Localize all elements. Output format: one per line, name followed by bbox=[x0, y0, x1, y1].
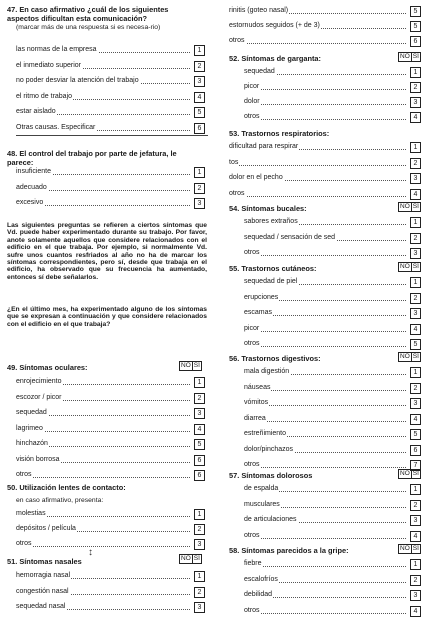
no-label: NO bbox=[181, 362, 191, 369]
option-row bbox=[244, 307, 414, 319]
answer-code-box[interactable]: 2 bbox=[194, 183, 205, 194]
no-si-header bbox=[398, 202, 421, 212]
option-label: otros bbox=[244, 606, 260, 614]
option-label: tos bbox=[229, 158, 239, 166]
answer-code-box[interactable]: 4 bbox=[194, 424, 205, 435]
cursor-icon: ↕ bbox=[88, 547, 93, 558]
option-label: otros bbox=[229, 37, 245, 44]
answer-code-box[interactable]: 6 bbox=[194, 455, 205, 466]
option-row bbox=[244, 413, 414, 425]
answer-code-box[interactable]: 2 bbox=[410, 293, 421, 304]
option-label: dolor bbox=[244, 98, 260, 105]
answer-code-box[interactable]: 1 bbox=[194, 377, 205, 388]
option-label: depósitos / película bbox=[16, 525, 76, 532]
option-row bbox=[244, 530, 414, 542]
option-row bbox=[229, 188, 409, 200]
dotted-leader bbox=[16, 546, 190, 547]
option-row bbox=[16, 523, 186, 535]
option-label: fiebre bbox=[244, 560, 262, 567]
dotted-leader bbox=[244, 566, 406, 567]
si-label: SÍ bbox=[193, 362, 200, 369]
option-row bbox=[244, 589, 414, 601]
answer-code-box[interactable]: 5 bbox=[410, 21, 421, 32]
option-label: enrojecimiento bbox=[16, 378, 62, 385]
answer-code-box[interactable]: 1 bbox=[194, 45, 205, 56]
option-label: el inmediato superior bbox=[16, 61, 81, 69]
q58-title: 58. Síntomas parecidos a la gripe: bbox=[229, 546, 349, 555]
option-label: Otras causas. Especificar bbox=[16, 123, 96, 131]
answer-code-box[interactable]: 2 bbox=[194, 61, 205, 72]
si-label: SÍ bbox=[412, 53, 419, 60]
option-label: hinchazón bbox=[16, 440, 48, 447]
option-label: debilidad bbox=[244, 591, 273, 598]
answer-code-box[interactable]: 2 bbox=[410, 82, 421, 93]
q47-title: 47. En caso afirmativo ¿cuál de los siguientes aspectos dificultan esta comunicación? bbox=[7, 5, 169, 23]
option-label: otros bbox=[244, 113, 260, 120]
option-label: otros bbox=[16, 540, 32, 547]
option-row bbox=[244, 96, 414, 108]
intro-question: ¿En el último mes, ha experimentado alguno de los síntomas que se expresan a continuación y que considere relacionados con el edificio en el que trabaja? bbox=[7, 306, 207, 328]
dotted-leader bbox=[244, 467, 406, 468]
option-row bbox=[244, 558, 414, 570]
answer-code-box[interactable]: 1 bbox=[410, 277, 421, 288]
option-label: rinitis (goteo nasal) bbox=[229, 7, 289, 14]
answer-code-box[interactable]: 1 bbox=[194, 571, 205, 582]
option-row bbox=[16, 407, 186, 419]
answer-code-box[interactable]: 3 bbox=[194, 539, 205, 550]
si-label: SÍ bbox=[412, 545, 419, 552]
no-si-header bbox=[398, 544, 421, 554]
no-si-header bbox=[398, 469, 421, 479]
answer-code-box[interactable]: 4 bbox=[410, 324, 421, 335]
answer-code-box[interactable]: 3 bbox=[410, 97, 421, 108]
option-row bbox=[244, 574, 414, 586]
q51-title: 51. Síntomas nasales bbox=[7, 557, 82, 566]
option-label: de espalda bbox=[244, 485, 279, 492]
answer-code-box[interactable]: 1 bbox=[410, 67, 421, 78]
answer-code-box[interactable]: 1 bbox=[194, 167, 205, 178]
option-row bbox=[229, 5, 409, 17]
answer-code-box[interactable]: 3 bbox=[410, 398, 421, 409]
answer-code-box[interactable]: 3 bbox=[410, 308, 421, 319]
option-label: vómitos bbox=[244, 399, 269, 406]
no-si-header bbox=[398, 52, 421, 62]
answer-code-box[interactable]: 6 bbox=[194, 123, 205, 134]
answer-code-box[interactable]: 2 bbox=[410, 500, 421, 511]
answer-code-box[interactable]: 6 bbox=[194, 470, 205, 481]
dotted-leader bbox=[244, 331, 406, 332]
option-row bbox=[229, 172, 409, 184]
q50-sub: en caso afirmativo, presenta: bbox=[16, 497, 104, 504]
answer-code-box[interactable]: 6 bbox=[410, 445, 421, 456]
si-label: SÍ bbox=[412, 353, 419, 360]
option-row bbox=[16, 423, 186, 435]
si-label: SÍ bbox=[412, 470, 419, 477]
answer-code-box[interactable]: 4 bbox=[410, 414, 421, 425]
option-row bbox=[16, 166, 186, 178]
q55-title: 55. Trastornos cutáneos: bbox=[229, 264, 317, 273]
option-row bbox=[16, 197, 186, 209]
no-si-header bbox=[179, 554, 202, 564]
option-row bbox=[244, 514, 414, 526]
no-label: NO bbox=[400, 470, 410, 477]
option-label: estreñimiento bbox=[244, 430, 287, 437]
option-row bbox=[16, 601, 186, 613]
option-row bbox=[244, 81, 414, 93]
option-label: sequedad bbox=[244, 68, 275, 75]
answer-code-box[interactable]: 1 bbox=[410, 367, 421, 378]
option-row bbox=[244, 605, 414, 617]
option-label: otros bbox=[16, 471, 32, 478]
answer-code-box[interactable]: 6 bbox=[410, 36, 421, 47]
answer-line bbox=[16, 135, 208, 136]
dotted-leader bbox=[229, 196, 406, 197]
option-row bbox=[16, 538, 186, 550]
answer-code-box[interactable]: 7 bbox=[410, 460, 421, 471]
answer-code-box[interactable]: 1 bbox=[410, 484, 421, 495]
option-label: sequedad / sensación de sed bbox=[244, 233, 336, 241]
option-label: musculares bbox=[244, 500, 280, 508]
option-label: dificultad para respirar bbox=[229, 143, 299, 150]
option-label: el ritmo de trabajo bbox=[16, 92, 73, 100]
option-label: no poder desviar la atención del trabajo bbox=[16, 77, 139, 84]
option-label: excesivo bbox=[16, 199, 44, 206]
answer-code-box[interactable]: 5 bbox=[410, 6, 421, 17]
option-row bbox=[16, 376, 186, 388]
option-label: escalofríos bbox=[244, 575, 278, 583]
option-row bbox=[16, 570, 186, 582]
option-row bbox=[229, 141, 409, 153]
answer-code-box[interactable]: 5 bbox=[410, 339, 421, 350]
answer-code-box[interactable]: 3 bbox=[194, 602, 205, 613]
dotted-leader bbox=[244, 346, 406, 347]
option-label: dolor en el pecho bbox=[229, 174, 283, 181]
option-row bbox=[244, 459, 414, 471]
option-row bbox=[244, 323, 414, 335]
answer-code-box[interactable]: 3 bbox=[410, 248, 421, 259]
answer-code-box[interactable]: 2 bbox=[410, 575, 421, 586]
option-label: otros bbox=[244, 249, 260, 256]
option-row bbox=[16, 438, 186, 450]
answer-code-box[interactable]: 3 bbox=[410, 515, 421, 526]
answer-code-box[interactable]: 1 bbox=[410, 217, 421, 228]
q50-title: 50. Utilización lentes de contacto: bbox=[7, 483, 126, 492]
option-label: otros bbox=[244, 531, 260, 539]
answer-code-box[interactable]: 3 bbox=[194, 408, 205, 419]
option-label: estar aislado bbox=[16, 108, 56, 115]
option-label: sequedad nasal bbox=[16, 603, 66, 610]
option-row bbox=[244, 483, 414, 495]
answer-code-box[interactable]: 4 bbox=[410, 189, 421, 200]
answer-code-box[interactable]: 1 bbox=[194, 509, 205, 520]
option-label: adecuado bbox=[16, 183, 47, 191]
option-row bbox=[16, 106, 186, 118]
q54-title: 54. Síntomas bucales: bbox=[229, 204, 307, 213]
answer-code-box[interactable]: 2 bbox=[410, 233, 421, 244]
option-row bbox=[16, 91, 186, 103]
option-row bbox=[244, 292, 414, 304]
q49-title: 49. Síntomas oculares: bbox=[7, 363, 88, 372]
no-label: NO bbox=[181, 555, 191, 562]
option-label: de articulaciones bbox=[244, 516, 297, 523]
option-row bbox=[16, 586, 186, 598]
option-label: escamas bbox=[244, 309, 273, 316]
option-label: otros bbox=[244, 461, 260, 468]
answer-code-box[interactable]: 2 bbox=[194, 393, 205, 404]
si-label: SÍ bbox=[412, 203, 419, 210]
option-label: diarrea bbox=[244, 414, 266, 422]
no-si-header bbox=[179, 361, 202, 371]
option-label: picor bbox=[244, 324, 260, 332]
dotted-leader bbox=[16, 477, 190, 478]
answer-code-box[interactable]: 5 bbox=[194, 439, 205, 450]
option-row bbox=[244, 499, 414, 511]
option-row bbox=[16, 392, 186, 404]
option-row bbox=[244, 247, 414, 259]
option-label: erupciones bbox=[244, 293, 279, 301]
no-label: NO bbox=[400, 545, 410, 552]
q47-note: (marcar más de una respuesta si es necesa-rio) bbox=[16, 24, 161, 31]
q57-title: 57. Síntomas dolorosos bbox=[229, 471, 313, 480]
answer-code-box[interactable]: 3 bbox=[410, 590, 421, 601]
answer-code-box[interactable]: 5 bbox=[410, 429, 421, 440]
answer-code-box[interactable]: 4 bbox=[410, 606, 421, 617]
option-label: sequedad de piel bbox=[244, 278, 298, 285]
option-row bbox=[244, 276, 414, 288]
no-label: NO bbox=[400, 203, 410, 210]
option-label: sabores extraños bbox=[244, 218, 298, 225]
dotted-leader bbox=[244, 255, 406, 256]
answer-code-box[interactable]: 4 bbox=[410, 531, 421, 542]
si-label: SÍ bbox=[193, 555, 200, 562]
intro-paragraph: Las siguientes preguntas se refieren a ciertos síntomas que Vd. puede haber experimentado durante su trabajo. Por favor, anote solamente aquellos que considere relacionados con el edificio en el que trabaja. Por ejemplo, si normalmente Vd. sufre unos cuantos resfriados al año no ha de marcar los síntomas correspondientes, pero sí, desde que trabaja en el edificio, ha observado que su frecuencia ha aumentado, entonces sí debe señalarlos. bbox=[7, 222, 207, 281]
no-label: NO bbox=[400, 353, 410, 360]
option-row bbox=[16, 122, 186, 134]
option-row bbox=[16, 508, 186, 520]
option-label: hemorragia nasal bbox=[16, 572, 71, 579]
no-label: NO bbox=[400, 53, 410, 60]
option-row bbox=[244, 111, 414, 123]
answer-code-box[interactable]: 1 bbox=[410, 559, 421, 570]
dotted-leader bbox=[244, 104, 406, 105]
option-label: otros bbox=[244, 340, 260, 347]
dotted-leader bbox=[244, 538, 406, 539]
q53-title: 53. Trastornos respiratorios: bbox=[229, 129, 330, 138]
answer-code-box[interactable]: 5 bbox=[194, 107, 205, 118]
option-row bbox=[244, 216, 414, 228]
answer-code-box[interactable]: 2 bbox=[194, 524, 205, 535]
option-row bbox=[244, 366, 414, 378]
answer-code-box[interactable]: 4 bbox=[194, 92, 205, 103]
answer-code-box[interactable]: 3 bbox=[194, 198, 205, 209]
option-row bbox=[244, 444, 414, 456]
option-label: estornudos seguidos (+ de 3) bbox=[229, 22, 320, 29]
option-row bbox=[244, 232, 414, 244]
answer-code-box[interactable]: 3 bbox=[194, 76, 205, 87]
option-row bbox=[16, 44, 186, 56]
option-row bbox=[244, 66, 414, 78]
option-row bbox=[16, 182, 186, 194]
answer-code-box[interactable]: 2 bbox=[410, 158, 421, 169]
dotted-leader bbox=[244, 613, 406, 614]
option-label: sequedad bbox=[16, 409, 47, 416]
no-si-header bbox=[398, 262, 421, 272]
option-row bbox=[16, 75, 186, 87]
option-label: náuseas bbox=[244, 383, 271, 391]
option-label: molestias bbox=[16, 510, 46, 517]
option-label: escozor / picor bbox=[16, 393, 62, 401]
option-label: mala digestión bbox=[244, 368, 290, 375]
option-row bbox=[229, 20, 409, 32]
option-row bbox=[244, 428, 414, 440]
q56-title: 56. Trastornos digestivos: bbox=[229, 354, 321, 363]
option-label: las normas de la empresa bbox=[16, 46, 97, 53]
option-label: dolor/pinchazos bbox=[244, 445, 294, 453]
answer-code-box[interactable]: 2 bbox=[410, 383, 421, 394]
no-label: NO bbox=[400, 263, 410, 270]
option-label: lagrimeo bbox=[16, 424, 43, 432]
option-row bbox=[16, 60, 186, 72]
option-row bbox=[244, 397, 414, 409]
option-label: otros bbox=[229, 189, 245, 197]
dotted-leader bbox=[244, 89, 406, 90]
option-label: insuficiente bbox=[16, 168, 52, 175]
no-si-header bbox=[398, 352, 421, 362]
dotted-leader bbox=[244, 421, 406, 422]
si-label: SÍ bbox=[412, 263, 419, 270]
dotted-leader bbox=[229, 165, 406, 166]
option-label: congestión nasal bbox=[16, 587, 69, 595]
option-row bbox=[16, 454, 186, 466]
option-row bbox=[244, 338, 414, 350]
dotted-leader bbox=[229, 43, 406, 44]
answer-code-box[interactable]: 4 bbox=[410, 112, 421, 123]
option-row bbox=[244, 382, 414, 394]
dotted-leader bbox=[244, 119, 406, 120]
q48-title: 48. El control del trabajo por parte de jefatura, le parece: bbox=[7, 149, 177, 167]
q52-title: 52. Síntomas de garganta: bbox=[229, 54, 321, 63]
answer-code-box[interactable]: 3 bbox=[410, 173, 421, 184]
option-label: picor bbox=[244, 83, 260, 90]
option-row bbox=[229, 35, 409, 47]
answer-code-box[interactable]: 1 bbox=[410, 142, 421, 153]
option-label: visión borrosa bbox=[16, 455, 60, 463]
option-row bbox=[16, 469, 186, 481]
option-row bbox=[229, 157, 409, 169]
answer-code-box[interactable]: 2 bbox=[194, 587, 205, 598]
